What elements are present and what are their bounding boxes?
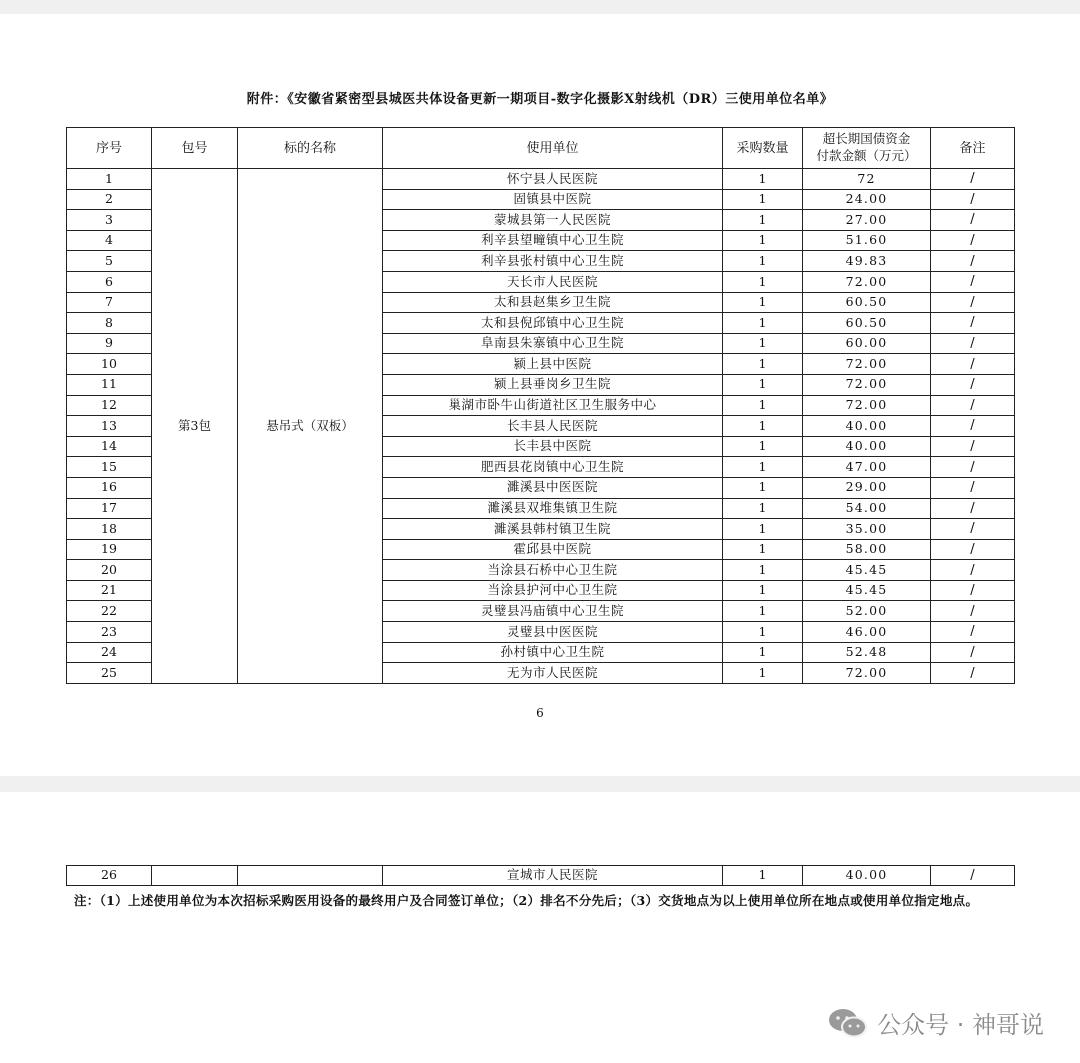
cell-seq: 3 xyxy=(67,210,152,231)
cell-remark: / xyxy=(931,601,1015,622)
table-row xyxy=(67,169,1015,190)
cell-amount: 49.83 xyxy=(803,251,931,272)
cell-unit: 颍上县中医院 xyxy=(383,354,723,375)
document-title: 附件：《安徽省紧密型县城医共体设备更新一期项目-数字化摄影X射线机（DR）三使用单位名单》 xyxy=(246,92,834,107)
cell-seq: 5 xyxy=(67,251,152,272)
cell-unit: 濉溪县双堆集镇卫生院 xyxy=(383,498,723,519)
cell-seq: 25 xyxy=(67,663,152,684)
cell-remark: / xyxy=(931,313,1015,334)
cell-unit: 长丰县人民医院 xyxy=(383,416,723,437)
cell-qty: 1 xyxy=(723,210,803,231)
header-amount-line1: 超长期国债资金 xyxy=(822,131,911,147)
cell-amount: 58.00 xyxy=(803,539,931,560)
cell-unit: 巢湖市卧牛山街道社区卫生服务中心 xyxy=(383,395,723,416)
cell-amount: 52.00 xyxy=(803,601,931,622)
cell-amount: 52.48 xyxy=(803,642,931,663)
cell-unit: 天长市人民医院 xyxy=(383,271,723,292)
cell-qty: 1 xyxy=(723,374,803,395)
cell-seq: 24 xyxy=(67,642,152,663)
footnote: 注：（1）上述使用单位为本次招标采购医用设备的最终用户及合同签订单位；（2）排名不分先后；（3）交货地点为以上使用单位所在地点或使用单位指定地点。 xyxy=(74,893,979,908)
cell-remark: / xyxy=(931,622,1015,643)
cell-qty: 1 xyxy=(723,169,803,190)
header-amount xyxy=(803,128,931,169)
cell-amount: 40.00 xyxy=(803,436,931,457)
cell-unit: 蒙城县第一人民医院 xyxy=(383,210,723,231)
cell-qty: 1 xyxy=(723,580,803,601)
cell-qty: 1 xyxy=(723,457,803,478)
cell-amount: 72 xyxy=(803,169,931,190)
cell-qty: 1 xyxy=(723,292,803,313)
cell-qty: 1 xyxy=(723,622,803,643)
header-unit: 使用单位 xyxy=(383,128,723,169)
cell-package xyxy=(152,866,238,886)
cell-seq: 20 xyxy=(67,560,152,581)
cell-unit: 无为市人民医院 xyxy=(383,663,723,684)
cell-remark: / xyxy=(931,539,1015,560)
cell-unit: 宣城市人民医院 xyxy=(383,866,723,886)
cell-qty: 1 xyxy=(723,271,803,292)
cell-remark: / xyxy=(931,498,1015,519)
cell-amount: 45.45 xyxy=(803,580,931,601)
cell-unit: 孙村镇中心卫生院 xyxy=(383,642,723,663)
cell-seq: 11 xyxy=(67,374,152,395)
cell-remark: / xyxy=(931,271,1015,292)
cell-qty: 1 xyxy=(723,498,803,519)
header-remark: 备注 xyxy=(931,128,1015,169)
cell-seq: 14 xyxy=(67,436,152,457)
cell-seq: 6 xyxy=(67,271,152,292)
cell-amount: 60.50 xyxy=(803,292,931,313)
cell-amount: 60.00 xyxy=(803,333,931,354)
cell-package: 第3包 xyxy=(152,169,238,684)
cell-unit: 固镇县中医院 xyxy=(383,189,723,210)
cell-seq: 8 xyxy=(67,313,152,334)
cell-amount: 46.00 xyxy=(803,622,931,643)
cell-unit: 濉溪县韩村镇卫生院 xyxy=(383,519,723,540)
cell-seq: 26 xyxy=(67,866,152,886)
cell-amount: 27.00 xyxy=(803,210,931,231)
cell-amount: 35.00 xyxy=(803,519,931,540)
cell-unit: 太和县倪邱镇中心卫生院 xyxy=(383,313,723,334)
cell-seq: 22 xyxy=(67,601,152,622)
page-number: 6 xyxy=(536,706,544,720)
cell-unit: 当涂县护河中心卫生院 xyxy=(383,580,723,601)
cell-seq: 13 xyxy=(67,416,152,437)
cell-qty: 1 xyxy=(723,519,803,540)
cell-seq: 17 xyxy=(67,498,152,519)
cell-seq: 19 xyxy=(67,539,152,560)
usage-unit-table xyxy=(66,127,1015,684)
cell-remark: / xyxy=(931,477,1015,498)
cell-unit: 颍上县垂岗乡卫生院 xyxy=(383,374,723,395)
continued-table xyxy=(66,865,1015,886)
cell-unit: 肥西县花岗镇中心卫生院 xyxy=(383,457,723,478)
cell-seq: 1 xyxy=(67,169,152,190)
cell-remark: / xyxy=(931,333,1015,354)
cell-qty: 1 xyxy=(723,333,803,354)
cell-qty: 1 xyxy=(723,539,803,560)
cell-remark: / xyxy=(931,580,1015,601)
cell-seq: 16 xyxy=(67,477,152,498)
cell-remark: / xyxy=(931,642,1015,663)
cell-amount: 60.50 xyxy=(803,313,931,334)
cell-seq: 7 xyxy=(67,292,152,313)
cell-amount: 72.00 xyxy=(803,271,931,292)
cell-remark: / xyxy=(931,230,1015,251)
cell-amount: 72.00 xyxy=(803,374,931,395)
cell-unit: 灵璧县中医医院 xyxy=(383,622,723,643)
table-row xyxy=(67,866,1015,886)
header-qty: 采购数量 xyxy=(723,128,803,169)
cell-remark: / xyxy=(931,519,1015,540)
cell-amount: 72.00 xyxy=(803,663,931,684)
cell-qty: 1 xyxy=(723,436,803,457)
cell-qty: 1 xyxy=(723,354,803,375)
cell-amount: 40.00 xyxy=(803,866,931,886)
cell-amount: 54.00 xyxy=(803,498,931,519)
cell-unit: 利辛县望疃镇中心卫生院 xyxy=(383,230,723,251)
cell-seq: 18 xyxy=(67,519,152,540)
cell-qty: 1 xyxy=(723,663,803,684)
cell-amount: 24.00 xyxy=(803,189,931,210)
cell-remark: / xyxy=(931,866,1015,886)
cell-unit: 灵璧县冯庙镇中心卫生院 xyxy=(383,601,723,622)
cell-remark: / xyxy=(931,395,1015,416)
cell-remark: / xyxy=(931,436,1015,457)
cell-amount: 40.00 xyxy=(803,416,931,437)
cell-remark: / xyxy=(931,560,1015,581)
cell-unit: 濉溪县中医医院 xyxy=(383,477,723,498)
cell-qty: 1 xyxy=(723,189,803,210)
cell-amount: 51.60 xyxy=(803,230,931,251)
cell-seq: 9 xyxy=(67,333,152,354)
cell-qty: 1 xyxy=(723,251,803,272)
cell-qty: 1 xyxy=(723,601,803,622)
cell-amount: 47.00 xyxy=(803,457,931,478)
cell-unit: 当涂县石桥中心卫生院 xyxy=(383,560,723,581)
cell-remark: / xyxy=(931,354,1015,375)
cell-unit: 怀宁县人民医院 xyxy=(383,169,723,190)
header-item: 标的名称 xyxy=(238,128,383,169)
cell-remark: / xyxy=(931,416,1015,437)
cell-unit: 太和县赵集乡卫生院 xyxy=(383,292,723,313)
cell-remark: / xyxy=(931,169,1015,190)
cell-qty: 1 xyxy=(723,642,803,663)
cell-unit: 阜南县朱寨镇中心卫生院 xyxy=(383,333,723,354)
cell-remark: / xyxy=(931,663,1015,684)
cell-remark: / xyxy=(931,374,1015,395)
cell-qty: 1 xyxy=(723,395,803,416)
cell-remark: / xyxy=(931,292,1015,313)
cell-qty: 1 xyxy=(723,866,803,886)
table-body xyxy=(67,169,1015,684)
cell-remark: / xyxy=(931,251,1015,272)
cell-remark: / xyxy=(931,457,1015,478)
cell-unit: 利辛县张村镇中心卫生院 xyxy=(383,251,723,272)
cell-amount: 72.00 xyxy=(803,395,931,416)
cell-qty: 1 xyxy=(723,560,803,581)
cell-seq: 4 xyxy=(67,230,152,251)
table-header-row xyxy=(67,128,1015,169)
cell-seq: 15 xyxy=(67,457,152,478)
cell-qty: 1 xyxy=(723,313,803,334)
cell-seq: 23 xyxy=(67,622,152,643)
cell-item xyxy=(238,866,383,886)
cell-seq: 21 xyxy=(67,580,152,601)
cell-item: 悬吊式（双板） xyxy=(238,169,383,684)
header-seq: 序号 xyxy=(67,128,152,169)
watermark xyxy=(827,1005,1044,1040)
header-amount-line2: 付款金额（万元） xyxy=(816,148,917,163)
cell-amount: 72.00 xyxy=(803,354,931,375)
document-page-1 xyxy=(0,14,1080,776)
cell-unit: 长丰县中医院 xyxy=(383,436,723,457)
header-package: 包号 xyxy=(152,128,238,169)
cell-unit: 霍邱县中医院 xyxy=(383,539,723,560)
cell-seq: 10 xyxy=(67,354,152,375)
cell-seq: 12 xyxy=(67,395,152,416)
cell-remark: / xyxy=(931,210,1015,231)
cell-seq: 2 xyxy=(67,189,152,210)
cell-amount: 45.45 xyxy=(803,560,931,581)
cell-remark: / xyxy=(931,189,1015,210)
cell-qty: 1 xyxy=(723,230,803,251)
wechat-icon xyxy=(827,1007,869,1039)
cell-qty: 1 xyxy=(723,477,803,498)
cell-amount: 29.00 xyxy=(803,477,931,498)
cell-qty: 1 xyxy=(723,416,803,437)
watermark-text: 公众号 · 神哥说 xyxy=(877,1011,1044,1039)
